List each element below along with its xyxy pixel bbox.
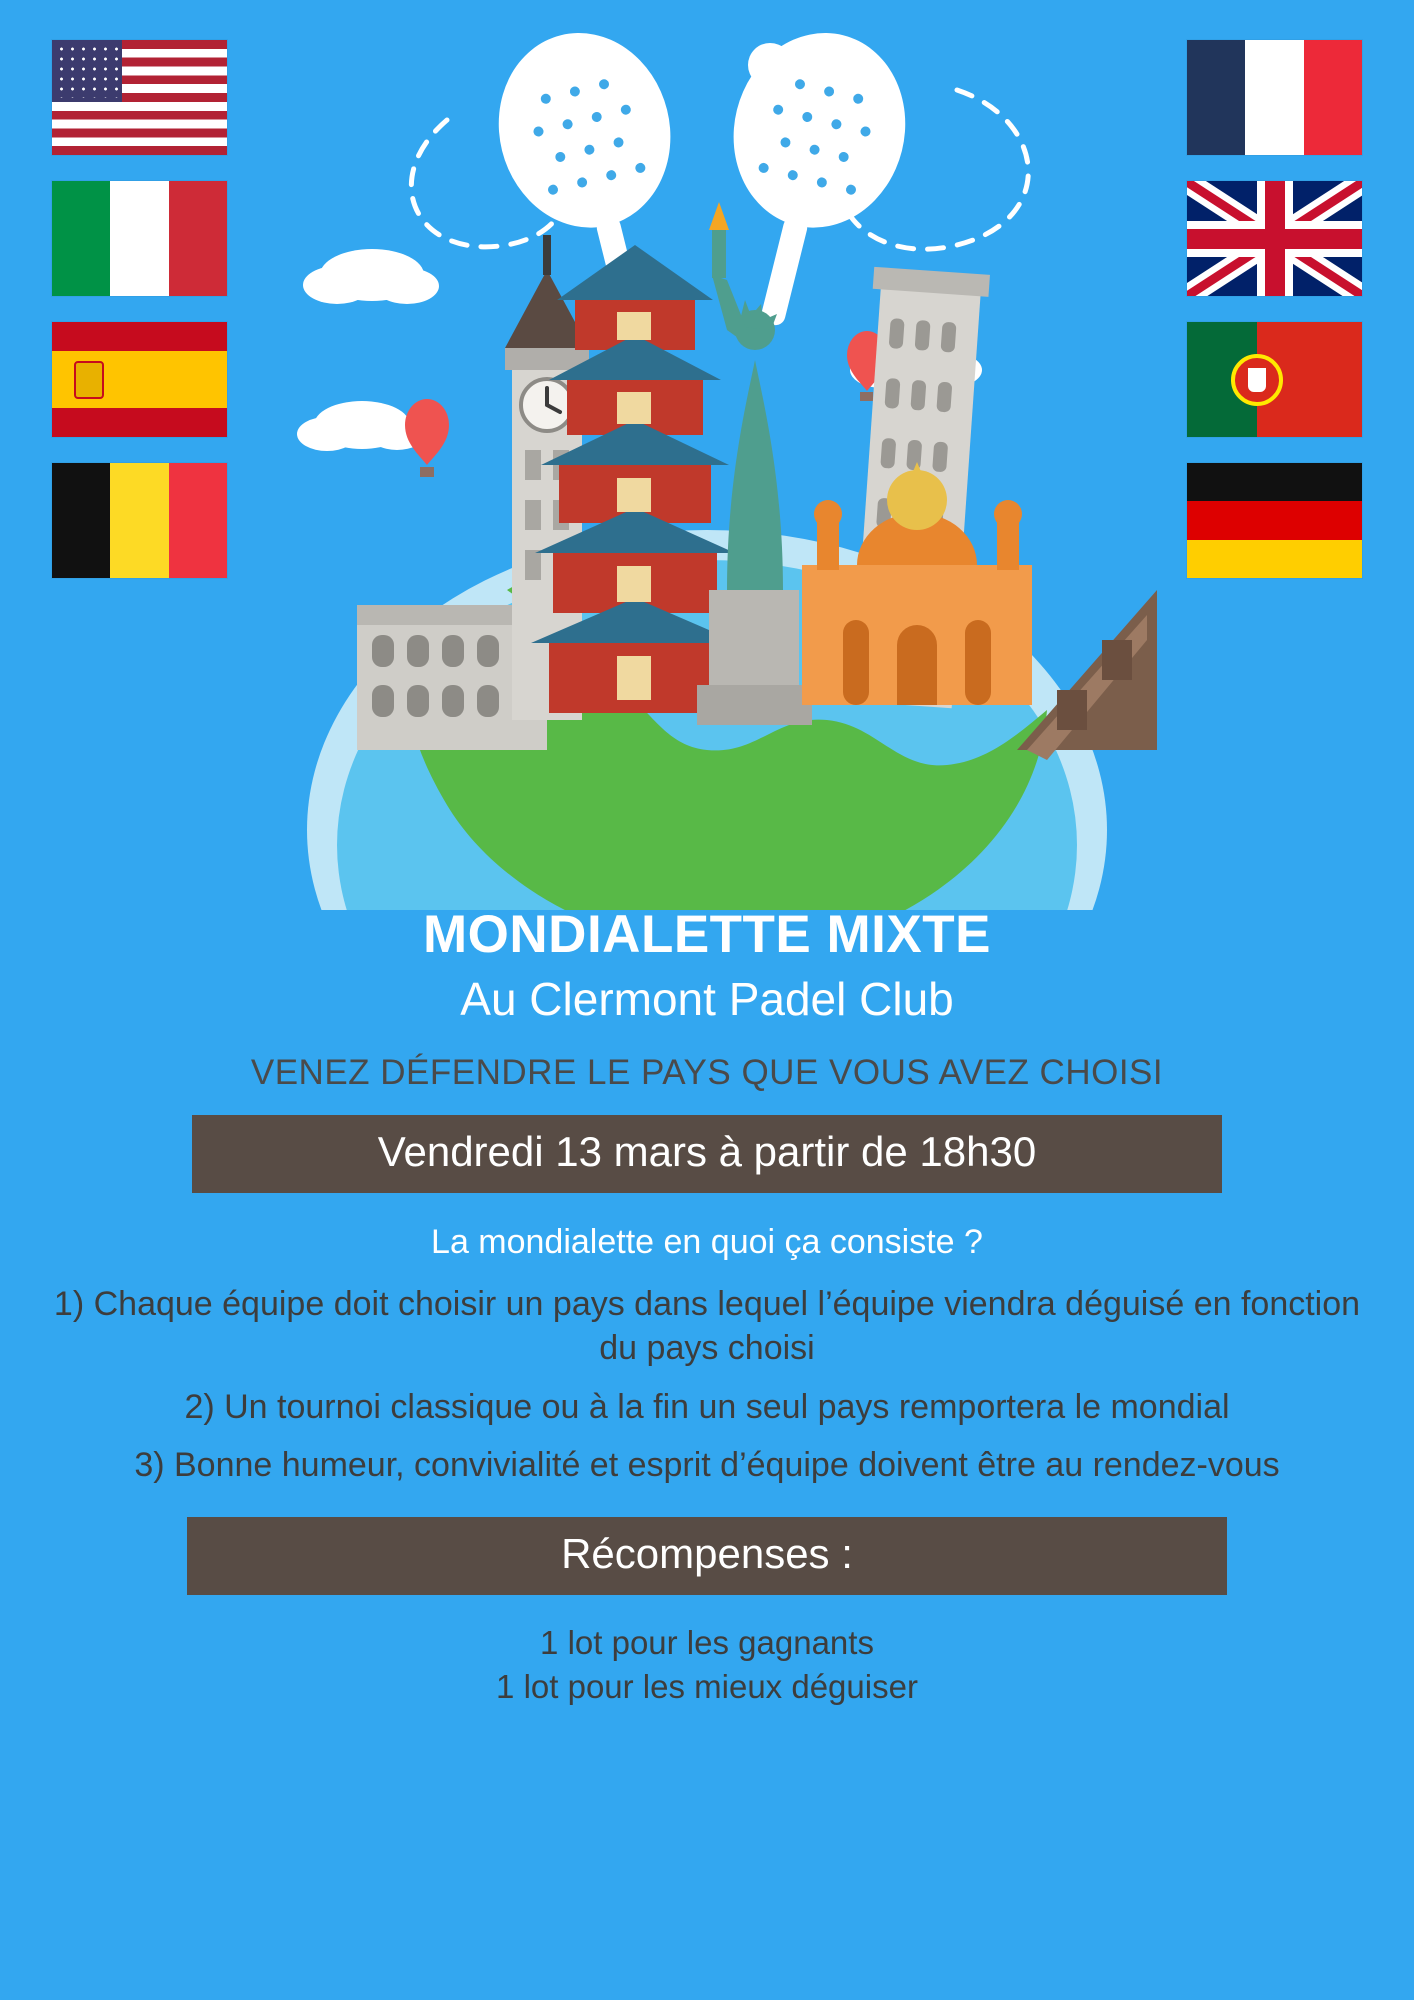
page-subtitle: Au Clermont Padel Club — [460, 972, 954, 1025]
tennis-ball-icon — [748, 43, 792, 87]
france-flag — [1187, 40, 1362, 155]
spain-flag — [52, 322, 227, 437]
reward-item: 1 lot pour les mieux déguiser — [496, 1668, 918, 1706]
rules-list — [37, 1282, 1377, 1487]
portugal-flag-shield-icon — [1246, 366, 1268, 394]
belgium-flag — [52, 463, 227, 578]
rewards-banner: Récompenses : — [187, 1517, 1227, 1595]
rewards-list — [0, 1621, 1414, 1710]
taj-mahal-landmark — [802, 462, 1032, 705]
tagline-text: VENEZ DÉFENDRE LE PAYS QUE VOUS AVEZ CHOISI — [250, 1053, 1164, 1093]
rule-item: 3) Bonne humeur, convivialité et esprit d’équipe doivent être au rendez-vous — [134, 1445, 1280, 1484]
flag-column-left — [52, 40, 227, 578]
date-banner: Vendredi 13 mars à partir de 18h30 — [192, 1115, 1222, 1193]
rule-item: 2) Un tournoi classique ou à la fin un seul pays remportera le mondial — [184, 1387, 1230, 1426]
spain-flag-crest — [74, 361, 104, 399]
portugal-flag — [1187, 322, 1362, 437]
germany-flag — [1187, 463, 1362, 578]
usa-flag — [52, 40, 227, 155]
page-title: MONDIALETTE MIXTE — [423, 905, 991, 964]
usa-flag-canton — [52, 40, 122, 102]
italy-flag — [52, 181, 227, 296]
question-text: La mondialette en quoi ça consiste ? — [431, 1223, 983, 1262]
reward-item: 1 lot pour les gagnants — [540, 1623, 874, 1661]
poster-text-content — [0, 905, 1414, 1710]
world-landmarks-globe-illustration — [257, 30, 1157, 910]
uk-flag — [1187, 181, 1362, 296]
rule-item: 1) Chaque équipe doit choisir un pays dans lequel l’équipe viendra déguisé en fonction du pays choisi — [53, 1285, 1361, 1368]
flag-column-right — [1187, 40, 1362, 578]
